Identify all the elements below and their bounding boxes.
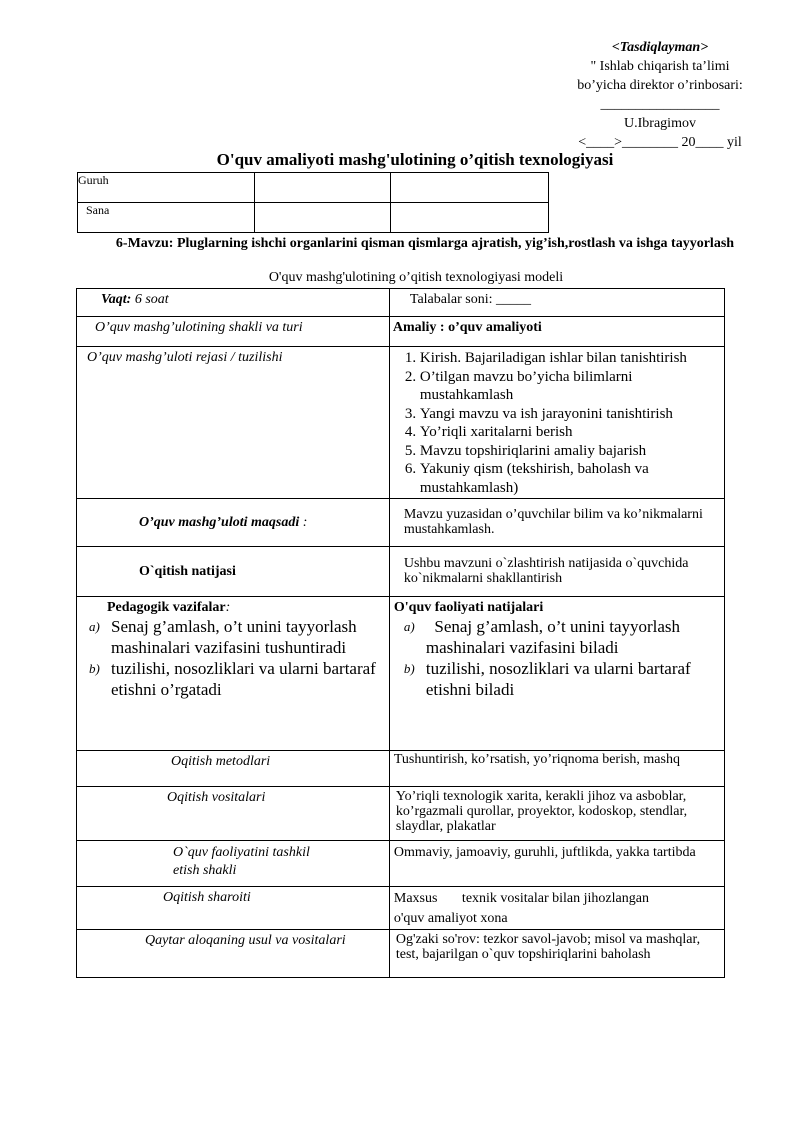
form-label: O’quv mashg’ulotining shakli va turi — [77, 317, 390, 347]
ped-item — [89, 658, 385, 700]
conditions-cell — [389, 887, 724, 930]
date-value-cell-1 — [255, 203, 391, 233]
plan-item: 5. Mavzu topshiriqlarini amaliy bajarish — [420, 442, 720, 461]
conditions-row — [77, 887, 725, 930]
form-row — [77, 317, 725, 347]
ped-text: tuzilishi, nosozliklari va ularni bartaraf etishni o’rgatadi — [111, 659, 376, 699]
act-marker: b) — [403, 661, 415, 676]
goal-row — [77, 499, 725, 547]
methods-row — [77, 751, 725, 787]
plan-item: 1. Kirish. Bajariladigan ishlar bilan tanishtirish — [420, 349, 720, 368]
result-value: Ushbu mavzuni o`zlashtirish natijasida o`quvchida ko`nikmalarni shakllantirish — [389, 547, 724, 597]
org-row — [77, 841, 725, 887]
conditions-value-1: Maxsus texnik vositalar bilan jihozlangan — [393, 891, 649, 906]
plan-item: 6. Yakuniy qism (tekshirish, baholash va mustahkamlash) — [420, 460, 720, 497]
goal-label: O’quv mashg’uloti maqsadi — [139, 514, 300, 530]
ped-label: Pedagogik vazifalar — [107, 600, 226, 615]
feedback-value: Og'zaki so'rov: tezkor savol-javob; misol va mashqlar, test, bajarilgan o`quv topshiriqlarini baholash — [389, 930, 724, 978]
result-row — [77, 547, 725, 597]
act-item — [394, 616, 718, 658]
model-title: O'quv mashg'ulotining o’qitish texnologiyasi modeli — [268, 270, 564, 285]
act-item — [394, 658, 718, 700]
tools-label: Oqitish vositalari — [77, 787, 390, 841]
students-cell — [389, 289, 724, 317]
approval-date: <____>________ 20____ yil — [578, 135, 742, 150]
result-label: O`qitish natijasi — [77, 547, 390, 597]
plan-item: 3. Yangi mavzu va ish jarayonini tanishtirish — [420, 405, 720, 424]
act-marker: a) — [403, 619, 415, 634]
group-table — [77, 172, 549, 233]
plan-cell — [389, 347, 724, 499]
group-label-cell — [78, 173, 255, 203]
time-cell — [77, 289, 390, 317]
students-count: Talabalar soni: _____ — [409, 292, 531, 307]
tasks-row — [77, 597, 725, 751]
ped-text: Senaj g’amlash, o’t unini tayyorlash mashinalari vazifasini tushuntiradi — [111, 617, 357, 657]
methods-value: Tushuntirish, ko’rsatish, yo’riqnoma berish, mashq — [389, 751, 724, 787]
group-value-cell-1 — [255, 173, 391, 203]
plan-item: 2. O’tilgan mavzu bo’yicha bilimlarni mustahkamlash — [420, 368, 720, 405]
tools-row — [77, 787, 725, 841]
time-value: 6 soat — [131, 292, 169, 307]
tools-value: Yo’riqli texnologik xarita, kerakli jihoz va asboblar, ko’rgazmali qurollar, proyektor, kodoskop, stendlar, slaydlar, plakatlar — [389, 787, 724, 841]
org-label: O`quv faoliyatini tashkil etish shakli — [77, 841, 390, 887]
goal-colon: : — [299, 514, 308, 530]
plan-label: O’quv mashg’uloti rejasi / tuzilishi — [77, 347, 390, 499]
ped-marker: a) — [89, 619, 100, 634]
date-label-cell — [78, 203, 255, 233]
signature-line: _________________ — [600, 97, 720, 112]
plan-list — [392, 349, 720, 497]
group-label: Guruh — [78, 173, 109, 187]
org-value: Ommaviy, jamoaviy, guruhli, juftlikda, yakka tartibda — [389, 841, 724, 887]
goal-label-cell — [77, 499, 390, 547]
approval-position-2: bo’yicha direktor o’rinbosari: — [577, 78, 743, 93]
plan-row — [77, 347, 725, 499]
ped-item — [89, 616, 385, 658]
act-cell — [389, 597, 724, 751]
time-label: Vaqt: — [101, 292, 132, 307]
time-row — [77, 289, 725, 317]
act-text: tuzilishi, nosozliklari va ularni bartaraf etishni biladi — [425, 659, 691, 699]
group-value-cell-2 — [391, 173, 549, 203]
date-value-cell-2 — [391, 203, 549, 233]
approval-block — [540, 38, 780, 152]
ped-cell — [77, 597, 390, 751]
ped-colon: : — [225, 600, 231, 615]
conditions-label: Oqitish sharoiti — [77, 887, 390, 930]
approver-name: U.Ibragimov — [624, 116, 696, 131]
feedback-label: Qaytar aloqaning usul va vositalari — [77, 930, 390, 978]
form-value: Amaliy : o’quv amaliyoti — [389, 317, 724, 347]
date-label: Sana — [86, 203, 110, 217]
topic-title: 6-Mavzu: Pluglarning ishchi organlarini qisman qismlarga ajratish, yig’ish,rostlash va ishga tayyorlash — [115, 236, 735, 251]
plan-item: 4. Yo’riqli xaritalarni berish — [420, 423, 720, 442]
act-label: O'quv faoliyati natijalari — [393, 600, 544, 615]
goal-value: Mavzu yuzasidan o’quvchilar bilim va ko’nikmalarni mustahkamlash. — [389, 499, 724, 547]
conditions-value-2: o'quv amaliyot xona — [393, 911, 508, 926]
ped-marker: b) — [89, 661, 100, 676]
feedback-row — [77, 930, 725, 978]
model-table — [76, 288, 725, 978]
act-text: Senaj g’amlash, o’t unini tayyorlash mashinalari vazifasini biladi — [425, 617, 685, 657]
page-title: O'quv amaliyoti mashg'ulotining o’qitish texnologiyasi — [216, 150, 614, 169]
approval-header: <Tasdiqlayman> — [611, 40, 709, 55]
approval-position-1: " Ishlab chiqarish ta’limi — [590, 59, 730, 74]
methods-label: Oqitish metodlari — [77, 751, 390, 787]
